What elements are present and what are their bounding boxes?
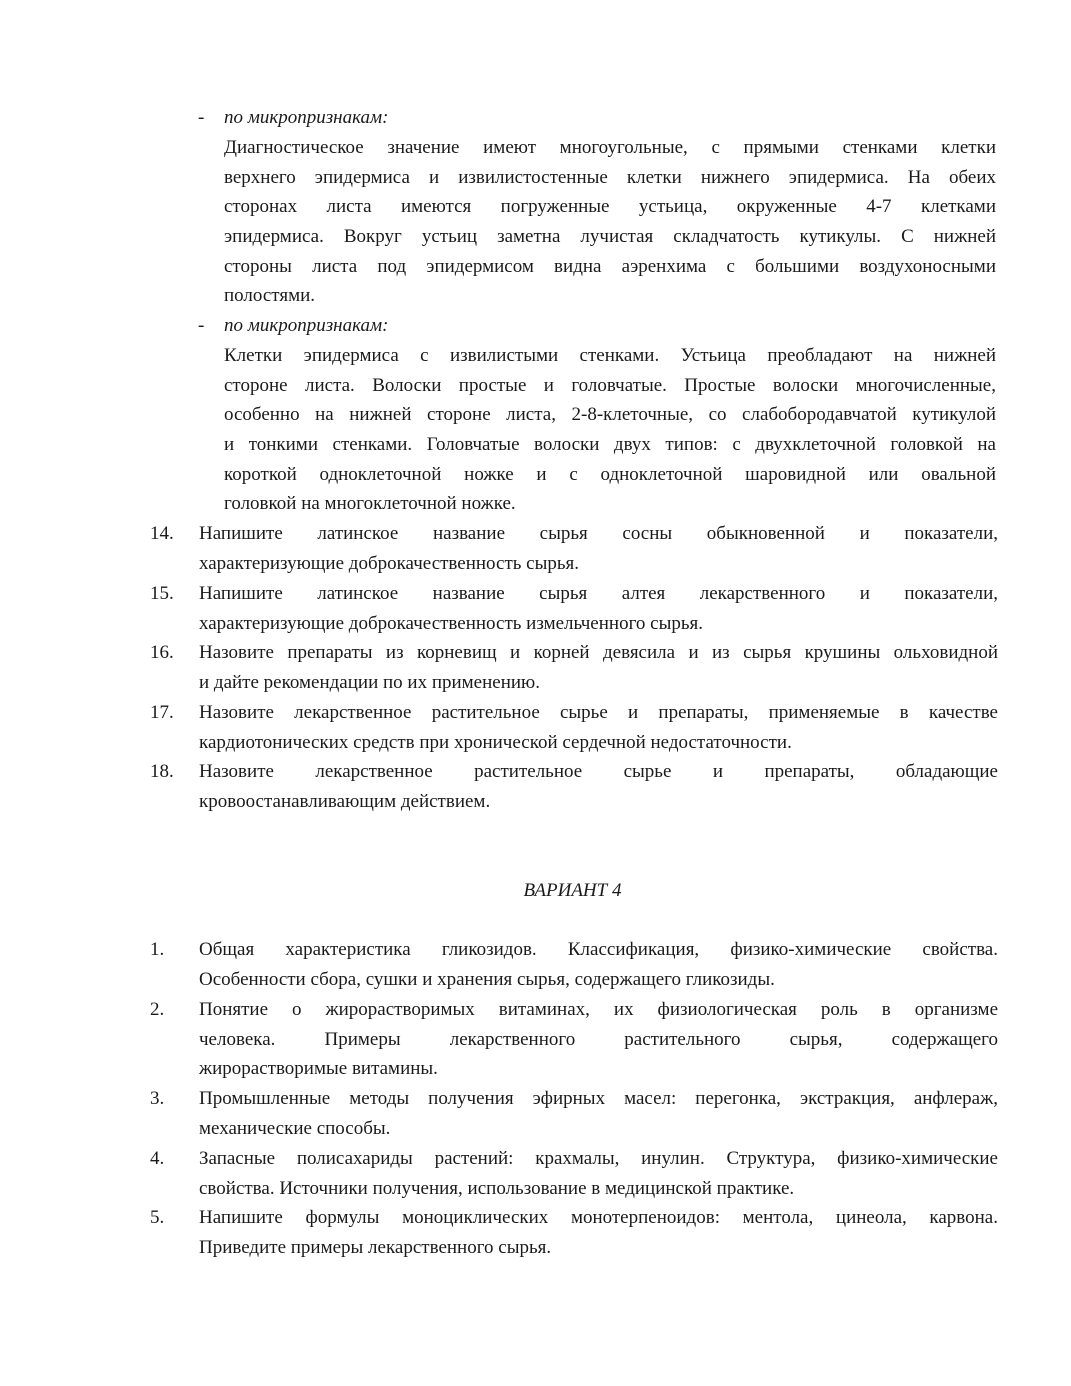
text-line: Напишите латинское название сырья алтея лекарственного и показатели, bbox=[199, 583, 998, 604]
question-text bbox=[199, 519, 998, 578]
text-line: кардиотонических средств при хронической сердечной недостаточности. bbox=[199, 731, 792, 753]
text-line: эпидермиса. Вокруг устьиц заметна лучистая складчатость кутикулы. С нижней bbox=[224, 226, 996, 248]
text-line: особенно на нижней стороне листа, 2-8-клеточные, со слабобородавчатой кутикулой bbox=[224, 404, 996, 426]
text-line: механические способы. bbox=[199, 1117, 391, 1139]
text-line: Напишите латинское название сырья сосны обыкновенной и показатели, bbox=[199, 523, 998, 544]
text-line: Назовите препараты из корневищ и корней девясила и из сырья крушины ольховидной bbox=[199, 642, 998, 663]
question-number: 4. bbox=[150, 1148, 165, 1169]
question-number: 18. bbox=[150, 761, 174, 782]
question-number: 5. bbox=[150, 1207, 165, 1228]
question-text bbox=[199, 638, 998, 697]
text-line: короткой одноклеточной ножке и с одноклеточной шаровидной или овальной bbox=[224, 463, 996, 485]
question-text bbox=[199, 579, 998, 638]
question-number: 15. bbox=[150, 583, 174, 604]
text-line: Клетки эпидермиса с извилистыми стенками. Устьица преобладают на нижней bbox=[224, 345, 996, 366]
micro-signs-text bbox=[224, 133, 996, 311]
question-number: 17. bbox=[150, 702, 174, 723]
text-line: головкой на многоклеточной ножке. bbox=[224, 493, 516, 515]
text-line: Общая характеристика гликозидов. Классификация, физико-химические свойства. bbox=[199, 939, 998, 960]
dash-marker: - bbox=[198, 315, 205, 336]
question-text bbox=[199, 1203, 998, 1262]
text-line: человека. Примеры лекарственного растительного сырья, содержащего bbox=[199, 1028, 998, 1050]
text-line: свойства. Источники получения, использование в медицинской практике. bbox=[199, 1177, 795, 1199]
text-line: Понятие о жирорастворимых витаминах, их физиологическая роль в организме bbox=[199, 999, 998, 1020]
text-line: верхнего эпидермиса и извилистостенные клетки нижнего эпидермиса. На обеих bbox=[224, 166, 996, 188]
text-line: Назовите лекарственное растительное сырье и препараты, применяемые в качестве bbox=[199, 702, 998, 723]
variant-heading: ВАРИАНТ 4 bbox=[523, 880, 622, 901]
question-number: 3. bbox=[150, 1088, 165, 1109]
text-line: характеризующие доброкачественность измельченного сырья. bbox=[199, 612, 703, 634]
micro-signs-heading: по микропризнакам: bbox=[224, 315, 389, 336]
question-number: 1. bbox=[150, 939, 165, 960]
text-line: Назовите лекарственное растительное сырье и препараты, обладающие bbox=[199, 761, 998, 782]
dash-marker: - bbox=[198, 107, 205, 128]
text-line: стороны листа под эпидермисом видна аэренхима с большими воздухоносными bbox=[224, 255, 996, 277]
question-number: 16. bbox=[150, 642, 174, 663]
text-line: сторонах листа имеются погруженные устьица, окруженные 4-7 клетками bbox=[224, 196, 996, 218]
text-line: полостями. bbox=[224, 285, 316, 307]
micro-signs-text bbox=[224, 341, 996, 519]
text-line: и дайте рекомендации по их применению. bbox=[199, 671, 540, 693]
text-line: стороне листа. Волоски простые и головчатые. Простые волоски многочисленные, bbox=[224, 374, 996, 396]
question-number: 2. bbox=[150, 999, 165, 1020]
question-text bbox=[199, 1144, 998, 1203]
text-line: жирорастворимые витамины. bbox=[199, 1058, 438, 1080]
text-line: Особенности сбора, сушки и хранения сырья, содержащего гликозиды. bbox=[199, 968, 775, 990]
text-line: характеризующие доброкачественность сырья. bbox=[199, 552, 580, 574]
micro-signs-heading: по микропризнакам: bbox=[224, 107, 389, 128]
question-text bbox=[199, 698, 998, 757]
question-text bbox=[199, 935, 998, 994]
text-line: кровоостанавливающим действием. bbox=[199, 790, 491, 812]
question-text bbox=[199, 757, 998, 816]
text-line: Приведите примеры лекарственного сырья. bbox=[199, 1236, 552, 1258]
text-line: Диагностическое значение имеют многоугольные, с прямыми стенками клетки bbox=[224, 137, 996, 158]
text-line: Запасные полисахариды растений: крахмалы, инулин. Структура, физико-химические bbox=[199, 1148, 998, 1169]
question-number: 14. bbox=[150, 523, 174, 544]
question-text bbox=[199, 995, 998, 1084]
question-text bbox=[199, 1084, 998, 1143]
text-line: и тонкими стенками. Головчатые волоски двух типов: с двухклеточной головкой на bbox=[224, 434, 996, 456]
text-line: Напишите формулы моноциклических монотерпеноидов: ментола, цинеола, карвона. bbox=[199, 1207, 998, 1228]
text-line: Промышленные методы получения эфирных масел: перегонка, экстракция, анфлераж, bbox=[199, 1088, 998, 1109]
